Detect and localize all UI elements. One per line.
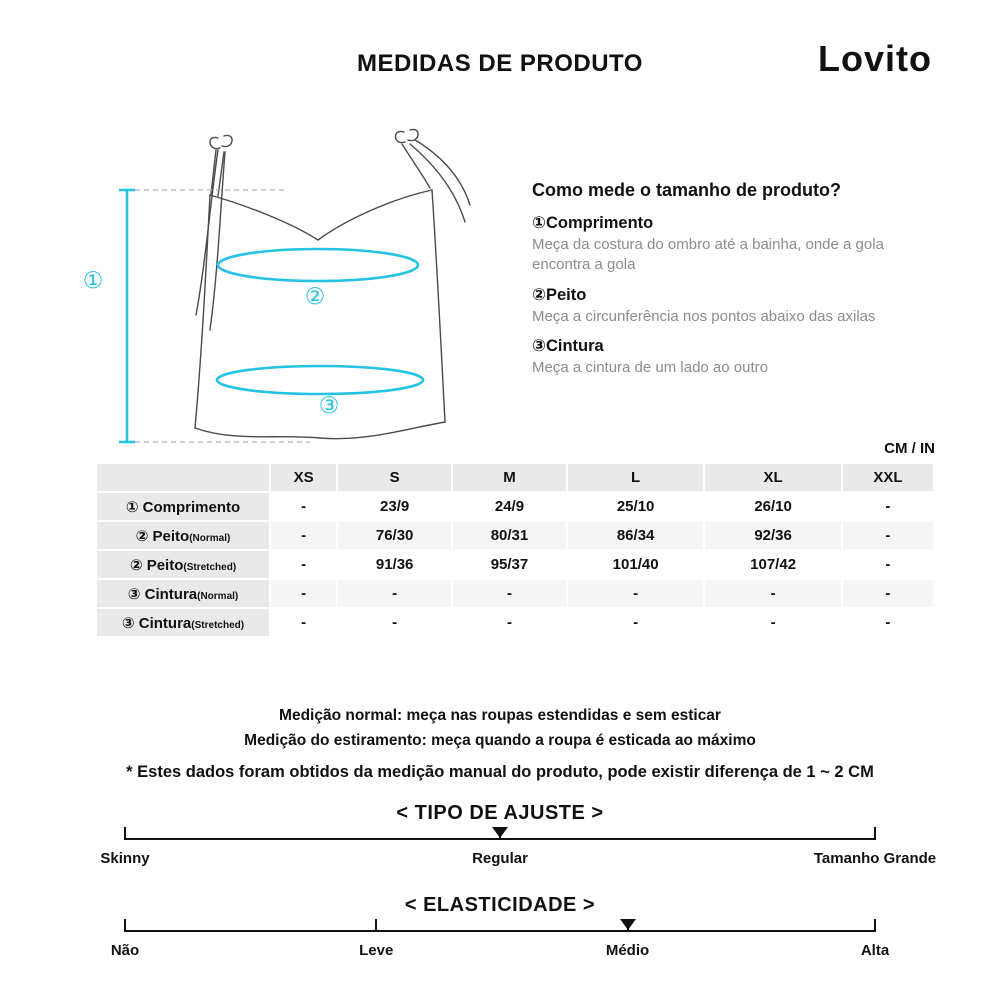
measure-item-label: ②Peito xyxy=(532,285,587,304)
size-cell: - xyxy=(453,580,566,607)
elasticity-track-line xyxy=(125,930,875,932)
elasticity-option-leve: Leve xyxy=(359,942,394,959)
measure-item-label: ①Comprimento xyxy=(532,214,654,232)
elasticity-marker-icon xyxy=(620,919,636,930)
size-cell: - xyxy=(271,580,336,607)
size-cell: - xyxy=(271,522,336,549)
size-cell: 95/37 xyxy=(453,551,566,578)
waist-ellipse xyxy=(217,366,423,394)
size-table xyxy=(95,462,935,638)
column-header-xl: XL xyxy=(705,464,840,491)
size-cell: 80/31 xyxy=(453,522,566,549)
size-cell: 107/42 xyxy=(705,551,840,578)
extension-dashed-lines xyxy=(135,190,310,442)
note-stretch-measurement: Medição do estiramento: meça quando a roupa é esticada ao máximo xyxy=(244,732,756,749)
note-disclaimer: * Estes dados foram obtidos da medição manual do produto, pode existir diferença de 1 ~ 2 CM xyxy=(126,763,874,781)
size-cell: - xyxy=(338,580,451,607)
size-cell: - xyxy=(338,609,451,636)
row-label-sub: (Normal) xyxy=(197,590,239,602)
size-cell: - xyxy=(843,522,933,549)
column-header-s: S xyxy=(338,464,451,491)
table-corner-cell xyxy=(97,464,269,491)
measurement-marks xyxy=(119,190,423,442)
row-label-comprimento xyxy=(97,493,269,520)
row-label-peito-stretched xyxy=(97,551,269,578)
size-cell: 92/36 xyxy=(705,522,840,549)
brand-logo: Lovito xyxy=(818,38,932,79)
row-label-text: ② Peito xyxy=(129,556,184,574)
column-header-xxl: XXL xyxy=(843,464,933,491)
size-cell: - xyxy=(843,551,933,578)
row-label-text: ③ Cintura xyxy=(121,614,192,632)
size-cell: - xyxy=(843,580,933,607)
fit-type-labels xyxy=(100,850,937,870)
row-label-text: ③ Cintura xyxy=(127,585,198,603)
tick-skinny xyxy=(124,827,126,840)
size-cell: - xyxy=(453,609,566,636)
chest-number-label: ② xyxy=(304,283,326,309)
column-header-l: L xyxy=(568,464,703,491)
measure-item-desc: Meça a cintura de um lado ao outro xyxy=(532,358,768,376)
size-cell: - xyxy=(271,609,336,636)
elasticity-slider xyxy=(125,917,875,932)
row-label-sub: (Stretched) xyxy=(191,619,245,631)
size-cell: - xyxy=(705,609,840,636)
size-cell: 23/9 xyxy=(338,493,451,520)
waist-number-label: ③ xyxy=(318,392,340,418)
size-cell: 26/10 xyxy=(705,493,840,520)
elasticity-option-nao: Não xyxy=(110,942,140,959)
unit-label: CM / IN xyxy=(884,440,935,457)
garment-measurement-diagram xyxy=(60,110,540,470)
measure-item-desc: Meça da costura do ombro até a bainha, onde a gola encontra a gola xyxy=(532,236,884,274)
row-label-cintura-normal xyxy=(97,580,269,607)
size-cell: - xyxy=(568,580,703,607)
how-to-measure-panel xyxy=(532,180,934,378)
size-cell: - xyxy=(843,493,933,520)
note-normal-measurement: Medição normal: meça nas roupas estendidas e sem esticar xyxy=(279,707,721,724)
chest-ellipse xyxy=(218,249,418,281)
size-cell: - xyxy=(705,580,840,607)
fit-option-skinny: Skinny xyxy=(100,850,150,867)
table-row xyxy=(97,551,933,578)
measure-item-label: ③Cintura xyxy=(532,336,604,355)
row-label-peito-normal xyxy=(97,522,269,549)
elasticity-option-medio: Médio xyxy=(605,942,650,959)
elasticity-option-alta: Alta xyxy=(860,942,890,959)
table-row xyxy=(97,493,933,520)
tick-tamanho-grande xyxy=(874,827,876,840)
size-cell: 76/30 xyxy=(338,522,451,549)
row-label-sub: (Stretched) xyxy=(183,561,237,573)
size-cell: 91/36 xyxy=(338,551,451,578)
measure-number-labels xyxy=(83,267,340,418)
row-label-sub: (Normal) xyxy=(189,532,231,544)
column-header-m: M xyxy=(453,464,566,491)
fit-option-tamanho-grande: Tamanho Grande xyxy=(813,850,937,867)
tick-nao xyxy=(124,919,126,932)
row-label-text: ② Peito xyxy=(135,527,190,545)
fit-type-marker-icon xyxy=(492,827,508,838)
table-row xyxy=(97,522,933,549)
table-row xyxy=(97,580,933,607)
size-cell: 25/10 xyxy=(568,493,703,520)
fit-type-slider xyxy=(125,825,875,840)
size-cell: - xyxy=(271,551,336,578)
size-cell: - xyxy=(843,609,933,636)
size-cell: 101/40 xyxy=(568,551,703,578)
fit-type-title: < TIPO DE AJUSTE > xyxy=(396,802,604,824)
tick-alta xyxy=(874,919,876,932)
column-header-xs: XS xyxy=(271,464,336,491)
measure-item-desc: Meça a circunferência nos pontos abaixo das axilas xyxy=(532,307,876,325)
page-title: MEDIDAS DE PRODUTO xyxy=(357,50,643,77)
table-row xyxy=(97,609,933,636)
size-cell: 86/34 xyxy=(568,522,703,549)
length-number-label: ① xyxy=(82,267,104,293)
size-cell: 24/9 xyxy=(453,493,566,520)
row-label-text: ① Comprimento xyxy=(125,498,241,516)
size-cell: - xyxy=(568,609,703,636)
table-header-row xyxy=(97,464,933,491)
size-cell: - xyxy=(271,493,336,520)
how-to-measure-heading: Como mede o tamanho de produto? xyxy=(532,180,841,200)
fit-option-regular: Regular xyxy=(472,850,528,867)
elasticity-title: < ELASTICIDADE > xyxy=(404,894,596,916)
elasticity-labels xyxy=(110,942,890,962)
row-label-cintura-stretched xyxy=(97,609,269,636)
tick-leve xyxy=(375,919,377,932)
